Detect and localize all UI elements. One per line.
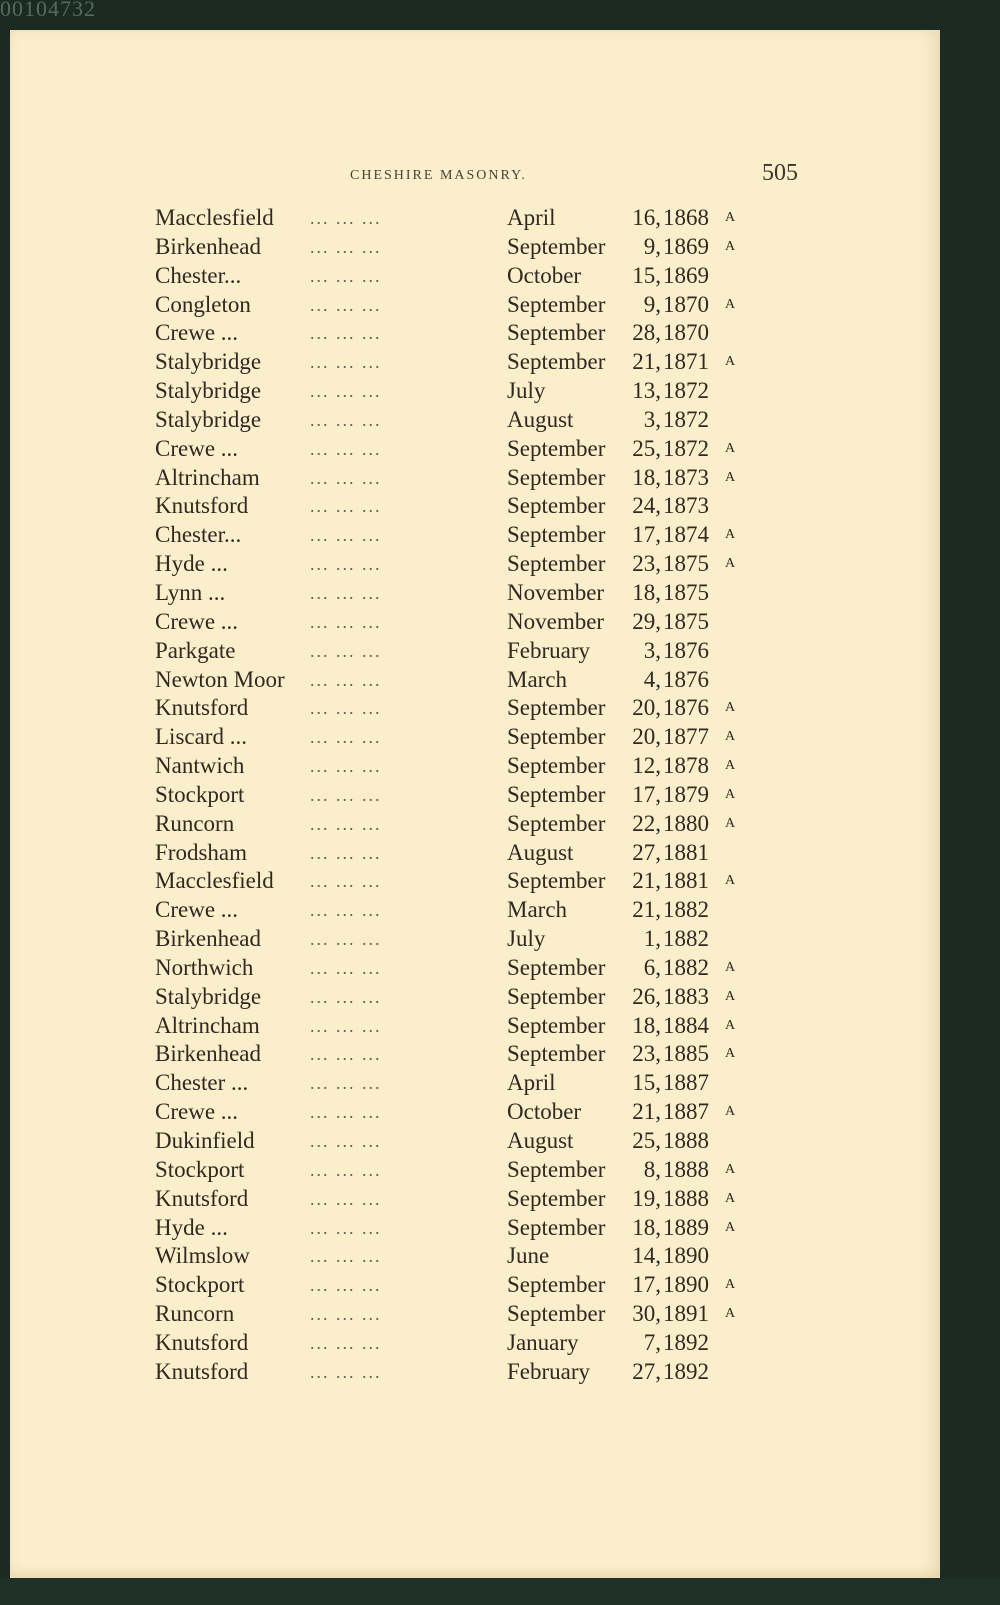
meeting-day: 29, [632,608,661,634]
list-item [155,233,795,262]
place-name: Birkenhead [155,926,262,952]
annotation-mark: A [725,210,736,225]
meeting-year: 1880 [663,810,709,836]
meeting-month: September [507,1301,606,1327]
meeting-year: 1876 [663,637,709,663]
meeting-year: 1892 [663,1329,709,1355]
place-name: Frodsham [155,839,247,865]
meeting-year: 1891 [663,1301,709,1327]
meeting-month: September [507,551,606,577]
place-name: Stalybridge [155,349,262,375]
leader-dots: ... ... ... [310,1159,382,1180]
meeting-year: 1888 [663,1156,709,1182]
place-name: Knutsford [155,1358,249,1384]
meeting-day: 23, [632,1041,661,1067]
list-item [155,896,795,925]
meeting-month: September [507,695,606,721]
list-item [155,637,795,666]
list-item [155,1127,795,1156]
meeting-day: 3, [643,406,661,432]
list-item [155,666,795,695]
meeting-year: 1870 [663,320,709,346]
meeting-year: 1888 [663,1128,709,1153]
meeting-month: August [507,839,574,865]
meeting-day: 9, [643,291,661,317]
leader-dots: ... ... ... [310,1246,382,1267]
meeting-month: September [507,233,606,259]
leader-dots: ... ... ... [310,1361,382,1382]
list-item [155,983,795,1012]
book-page [10,30,940,1578]
leader-dots: ... ... ... [310,582,382,603]
annotation-mark: A [725,440,736,456]
list-item [155,1358,795,1387]
leader-dots: ... ... ... [310,698,382,719]
leader-dots: ... ... ... [310,784,382,805]
list-item [155,348,795,377]
leader-dots: ... ... ... [310,1015,382,1036]
leader-dots: ... ... ... [310,352,382,373]
meeting-day: 13, [632,378,661,404]
meeting-day: 17, [632,781,661,807]
meeting-day: 18, [632,1214,661,1240]
meeting-day: 3, [643,637,661,663]
annotation-mark: A [725,238,736,254]
meeting-month: September [507,522,606,548]
place-name: Knutsford [155,1185,249,1211]
leader-dots: ... ... ... [310,1131,382,1151]
meeting-day: 27, [632,839,661,865]
meeting-day: 8, [643,1156,661,1182]
meeting-year: 1878 [663,753,709,779]
annotation-mark: A [725,1277,736,1293]
list-item [155,925,795,954]
place-name: Parkgate [155,637,236,663]
place-name: Wilmslow [155,1243,250,1269]
list-item [155,579,795,608]
list-item [155,464,795,493]
leader-dots: ... ... ... [310,611,382,632]
leader-dots: ... ... ... [310,1073,382,1094]
annotation-mark: A [725,786,736,802]
meeting-day: 17, [632,1272,661,1298]
place-name: Nantwich [155,753,245,779]
leader-dots: ... ... ... [310,381,382,402]
meeting-day: 4, [643,666,661,692]
meeting-year: 1874 [663,522,709,548]
meeting-month: September [507,724,606,750]
list-item [155,867,795,896]
place-name: Altrincham [155,464,260,490]
list-item [155,521,795,550]
meeting-day: 30, [632,1301,661,1327]
meeting-month: September [507,810,606,836]
meeting-month: September [507,1156,606,1182]
place-name: Lynn ... [155,579,226,605]
meeting-year: 1876 [663,695,709,721]
meeting-month: August [507,406,574,432]
annotation-mark: A [725,527,736,543]
leader-dots: ... ... ... [310,554,382,575]
list-item [155,1012,795,1041]
meeting-year: 1892 [663,1358,709,1384]
meeting-month: September [507,1214,606,1240]
annotation-mark: A [725,296,736,312]
annotation-mark: A [725,1306,736,1322]
meeting-day: 21, [632,1099,661,1125]
place-name: Congleton [155,291,251,317]
list-item [155,1300,795,1329]
annotation-mark: A [725,1190,736,1206]
list-item [155,1242,795,1271]
leader-dots: ... ... ... [310,756,382,777]
place-name: Stockport [155,1272,245,1298]
list-item [155,810,795,839]
list-item [155,1098,795,1127]
meeting-day: 9, [643,233,661,259]
meeting-month: July [507,926,546,952]
place-name: Chester ... [155,1070,249,1096]
meeting-day: 12, [632,753,661,779]
meeting-day: 18, [632,1012,661,1038]
meeting-month: September [507,954,606,980]
meeting-year: 1869 [663,233,709,259]
leader-dots: ... ... ... [310,1332,382,1353]
leader-dots: ... ... ... [310,929,382,950]
annotation-mark: A [725,1161,736,1177]
list-item [155,1156,795,1185]
meeting-year: 1888 [663,1185,709,1211]
meeting-year: 1873 [663,493,709,519]
meeting-month: February [507,637,591,663]
list-item [155,492,795,521]
place-name: Runcorn [155,1301,235,1327]
list-item [155,406,795,435]
list-item [155,752,795,781]
list-item [155,1185,795,1214]
meeting-month: April [507,1070,556,1096]
place-name: Crewe ... [155,608,239,634]
leader-dots: ... ... ... [310,1304,382,1325]
meeting-year: 1873 [663,464,709,490]
meeting-month: June [507,1243,550,1269]
leader-dots: ... ... ... [310,1044,382,1065]
place-name: Stalybridge [155,378,262,404]
list-item [155,954,795,983]
meeting-year: 1872 [663,406,709,432]
place-name: Stalybridge [155,406,262,432]
leader-dots: ... ... ... [310,265,382,286]
meeting-month: September [507,1185,606,1211]
leader-dots: ... ... ... [310,900,382,921]
meeting-year: 1887 [663,1099,709,1125]
leader-dots: ... ... ... [310,727,382,748]
meeting-month: September [507,1041,606,1067]
list-item [155,550,795,579]
meeting-month: September [507,1272,606,1298]
annotation-mark: A [725,729,736,745]
leader-dots: ... ... ... [310,323,382,344]
annotation-mark: A [725,988,736,1004]
leader-dots: ... ... ... [310,842,382,863]
place-name: Birkenhead [155,233,262,259]
place-name: Birkenhead [155,1041,262,1067]
meeting-day: 21, [632,349,661,375]
meeting-month: September [507,753,606,779]
meeting-day: 1, [643,926,661,952]
annotation-mark: A [725,354,736,370]
meeting-day: 25, [632,435,661,461]
list-item [155,1069,795,1098]
place-name: Stockport [155,781,245,807]
meeting-year: 1887 [663,1070,709,1096]
leader-dots: ... ... ... [310,409,382,430]
meeting-year: 1890 [663,1243,709,1269]
meeting-year: 1875 [663,608,709,634]
leader-dots: ... ... ... [310,438,382,459]
list-item [155,1040,795,1069]
leader-dots: ... ... ... [310,669,382,690]
leader-dots: ... ... ... [310,813,382,834]
place-name: Crewe ... [155,1099,239,1125]
meeting-day: 18, [632,579,661,605]
meeting-day: 17, [632,522,661,548]
meeting-month: September [507,464,606,490]
meeting-year: 1877 [663,724,709,750]
meeting-day: 22, [632,810,661,836]
leader-dots: ... ... ... [310,236,382,257]
list-item [155,291,795,320]
place-name: Chester... [155,522,242,548]
meeting-month: November [507,608,605,634]
place-name: Macclesfield [155,868,274,894]
meeting-year: 1872 [663,435,709,461]
meeting-year: 1870 [663,291,709,317]
place-name: Hyde ... [155,1214,228,1240]
place-name: Stalybridge [155,983,262,1009]
list-item [155,1214,795,1243]
meeting-month: July [507,378,546,404]
meeting-month: September [507,493,606,519]
place-name: Chester... [155,262,242,288]
place-name: Altrincham [155,1012,260,1038]
meeting-year: 1889 [663,1214,709,1240]
list-item [155,377,795,406]
meeting-year: 1882 [663,926,709,952]
meeting-month: September [507,435,606,461]
annotation-mark: A [725,1017,736,1033]
list-item [155,781,795,810]
annotation-mark: A [725,1046,736,1062]
leader-dots: ... ... ... [310,640,382,661]
place-name: Knutsford [155,695,249,721]
annotation-mark: A [725,469,736,485]
leader-dots: ... ... ... [310,467,382,488]
meeting-year: 1879 [663,781,709,807]
list-item [155,435,795,464]
meeting-year: 1876 [663,666,709,692]
meeting-day: 25, [632,1128,661,1153]
meeting-month: October [507,262,582,288]
place-name: Hyde ... [155,551,228,577]
list-item [155,1329,795,1358]
leader-dots: ... ... ... [310,525,382,546]
list-item [155,839,795,868]
meeting-year: 1882 [663,954,709,980]
meeting-day: 28, [632,320,661,346]
place-name: Knutsford [155,1329,249,1355]
meeting-day: 21, [632,868,661,894]
leader-dots: ... ... ... [310,294,382,315]
meeting-month: September [507,291,606,317]
place-name: Northwich [155,954,254,980]
meeting-month: April [507,205,556,230]
meeting-day: 6, [643,954,661,980]
meeting-day: 16, [632,205,661,230]
list-item [155,1271,795,1300]
scan-bottom-edge [0,1578,1000,1605]
meeting-year: 1881 [663,839,709,865]
place-name: Crewe ... [155,320,239,346]
running-title: CHESHIRE MASONRY. [350,168,527,183]
meeting-day: 19, [632,1185,661,1211]
annotation-mark: A [725,700,736,716]
leader-dots: ... ... ... [310,957,382,978]
leader-dots: ... ... ... [310,208,382,228]
meeting-month: September [507,1012,606,1038]
meeting-year: 1881 [663,868,709,894]
list-item [155,204,795,233]
meeting-month: September [507,868,606,894]
meeting-month: January [507,1329,579,1355]
scan-id-label: 00104732 [0,0,96,18]
meeting-year: 1871 [663,349,709,375]
place-name: Stockport [155,1156,245,1182]
meeting-month: March [507,897,568,923]
list-item [155,319,795,348]
leader-dots: ... ... ... [310,1275,382,1296]
place-name: Crewe ... [155,435,239,461]
meeting-month: September [507,781,606,807]
meeting-day: 27, [632,1358,661,1384]
annotation-mark: A [725,815,736,831]
annotation-mark: A [725,959,736,975]
annotation-mark: A [725,758,736,774]
meeting-day: 18, [632,464,661,490]
meeting-month: October [507,1099,582,1125]
meeting-day: 14, [632,1243,661,1269]
meeting-year: 1882 [663,897,709,923]
leader-dots: ... ... ... [310,1102,382,1123]
annotation-mark: A [725,1104,736,1120]
list-item [155,262,795,291]
meeting-month: March [507,666,568,692]
list-item [155,723,795,752]
leader-dots: ... ... ... [310,496,382,517]
meeting-day: 15, [632,262,661,288]
place-name: Runcorn [155,810,235,836]
meeting-month: November [507,579,605,605]
leader-dots: ... ... ... [310,1217,382,1238]
meeting-day: 20, [632,724,661,750]
place-name: Newton Moor [155,666,285,692]
place-name: Dukinfield [155,1128,255,1153]
place-name: Macclesfield [155,205,274,230]
annotation-mark: A [725,873,736,889]
place-name: Liscard ... [155,724,247,750]
meeting-year: 1875 [663,551,709,577]
page-number: 505 [762,160,798,186]
meeting-month: September [507,320,606,346]
meeting-month: February [507,1358,591,1384]
meeting-day: 26, [632,983,661,1009]
list-item [155,694,795,723]
meeting-year: 1890 [663,1272,709,1298]
meeting-year: 1885 [663,1041,709,1067]
meeting-day: 7, [643,1329,661,1355]
annotation-mark: A [725,556,736,572]
meeting-year: 1869 [663,262,709,288]
meeting-day: 21, [632,897,661,923]
meeting-year: 1883 [663,983,709,1009]
meeting-day: 23, [632,551,661,577]
meeting-year: 1884 [663,1012,709,1038]
place-name: Crewe ... [155,897,239,923]
meeting-month: September [507,349,606,375]
list-item [155,608,795,637]
meeting-month: September [507,983,606,1009]
meeting-year: 1872 [663,378,709,404]
annotation-mark: A [725,1219,736,1235]
leader-dots: ... ... ... [310,871,382,892]
place-name: Knutsford [155,493,249,519]
meeting-day: 24, [632,493,661,519]
meeting-year: 1868 [663,205,709,230]
leader-dots: ... ... ... [310,986,382,1007]
meeting-day: 20, [632,695,661,721]
meeting-list [155,204,795,1387]
meeting-month: August [507,1128,574,1153]
meeting-day: 15, [632,1070,661,1096]
leader-dots: ... ... ... [310,1188,382,1209]
meeting-year: 1875 [663,579,709,605]
